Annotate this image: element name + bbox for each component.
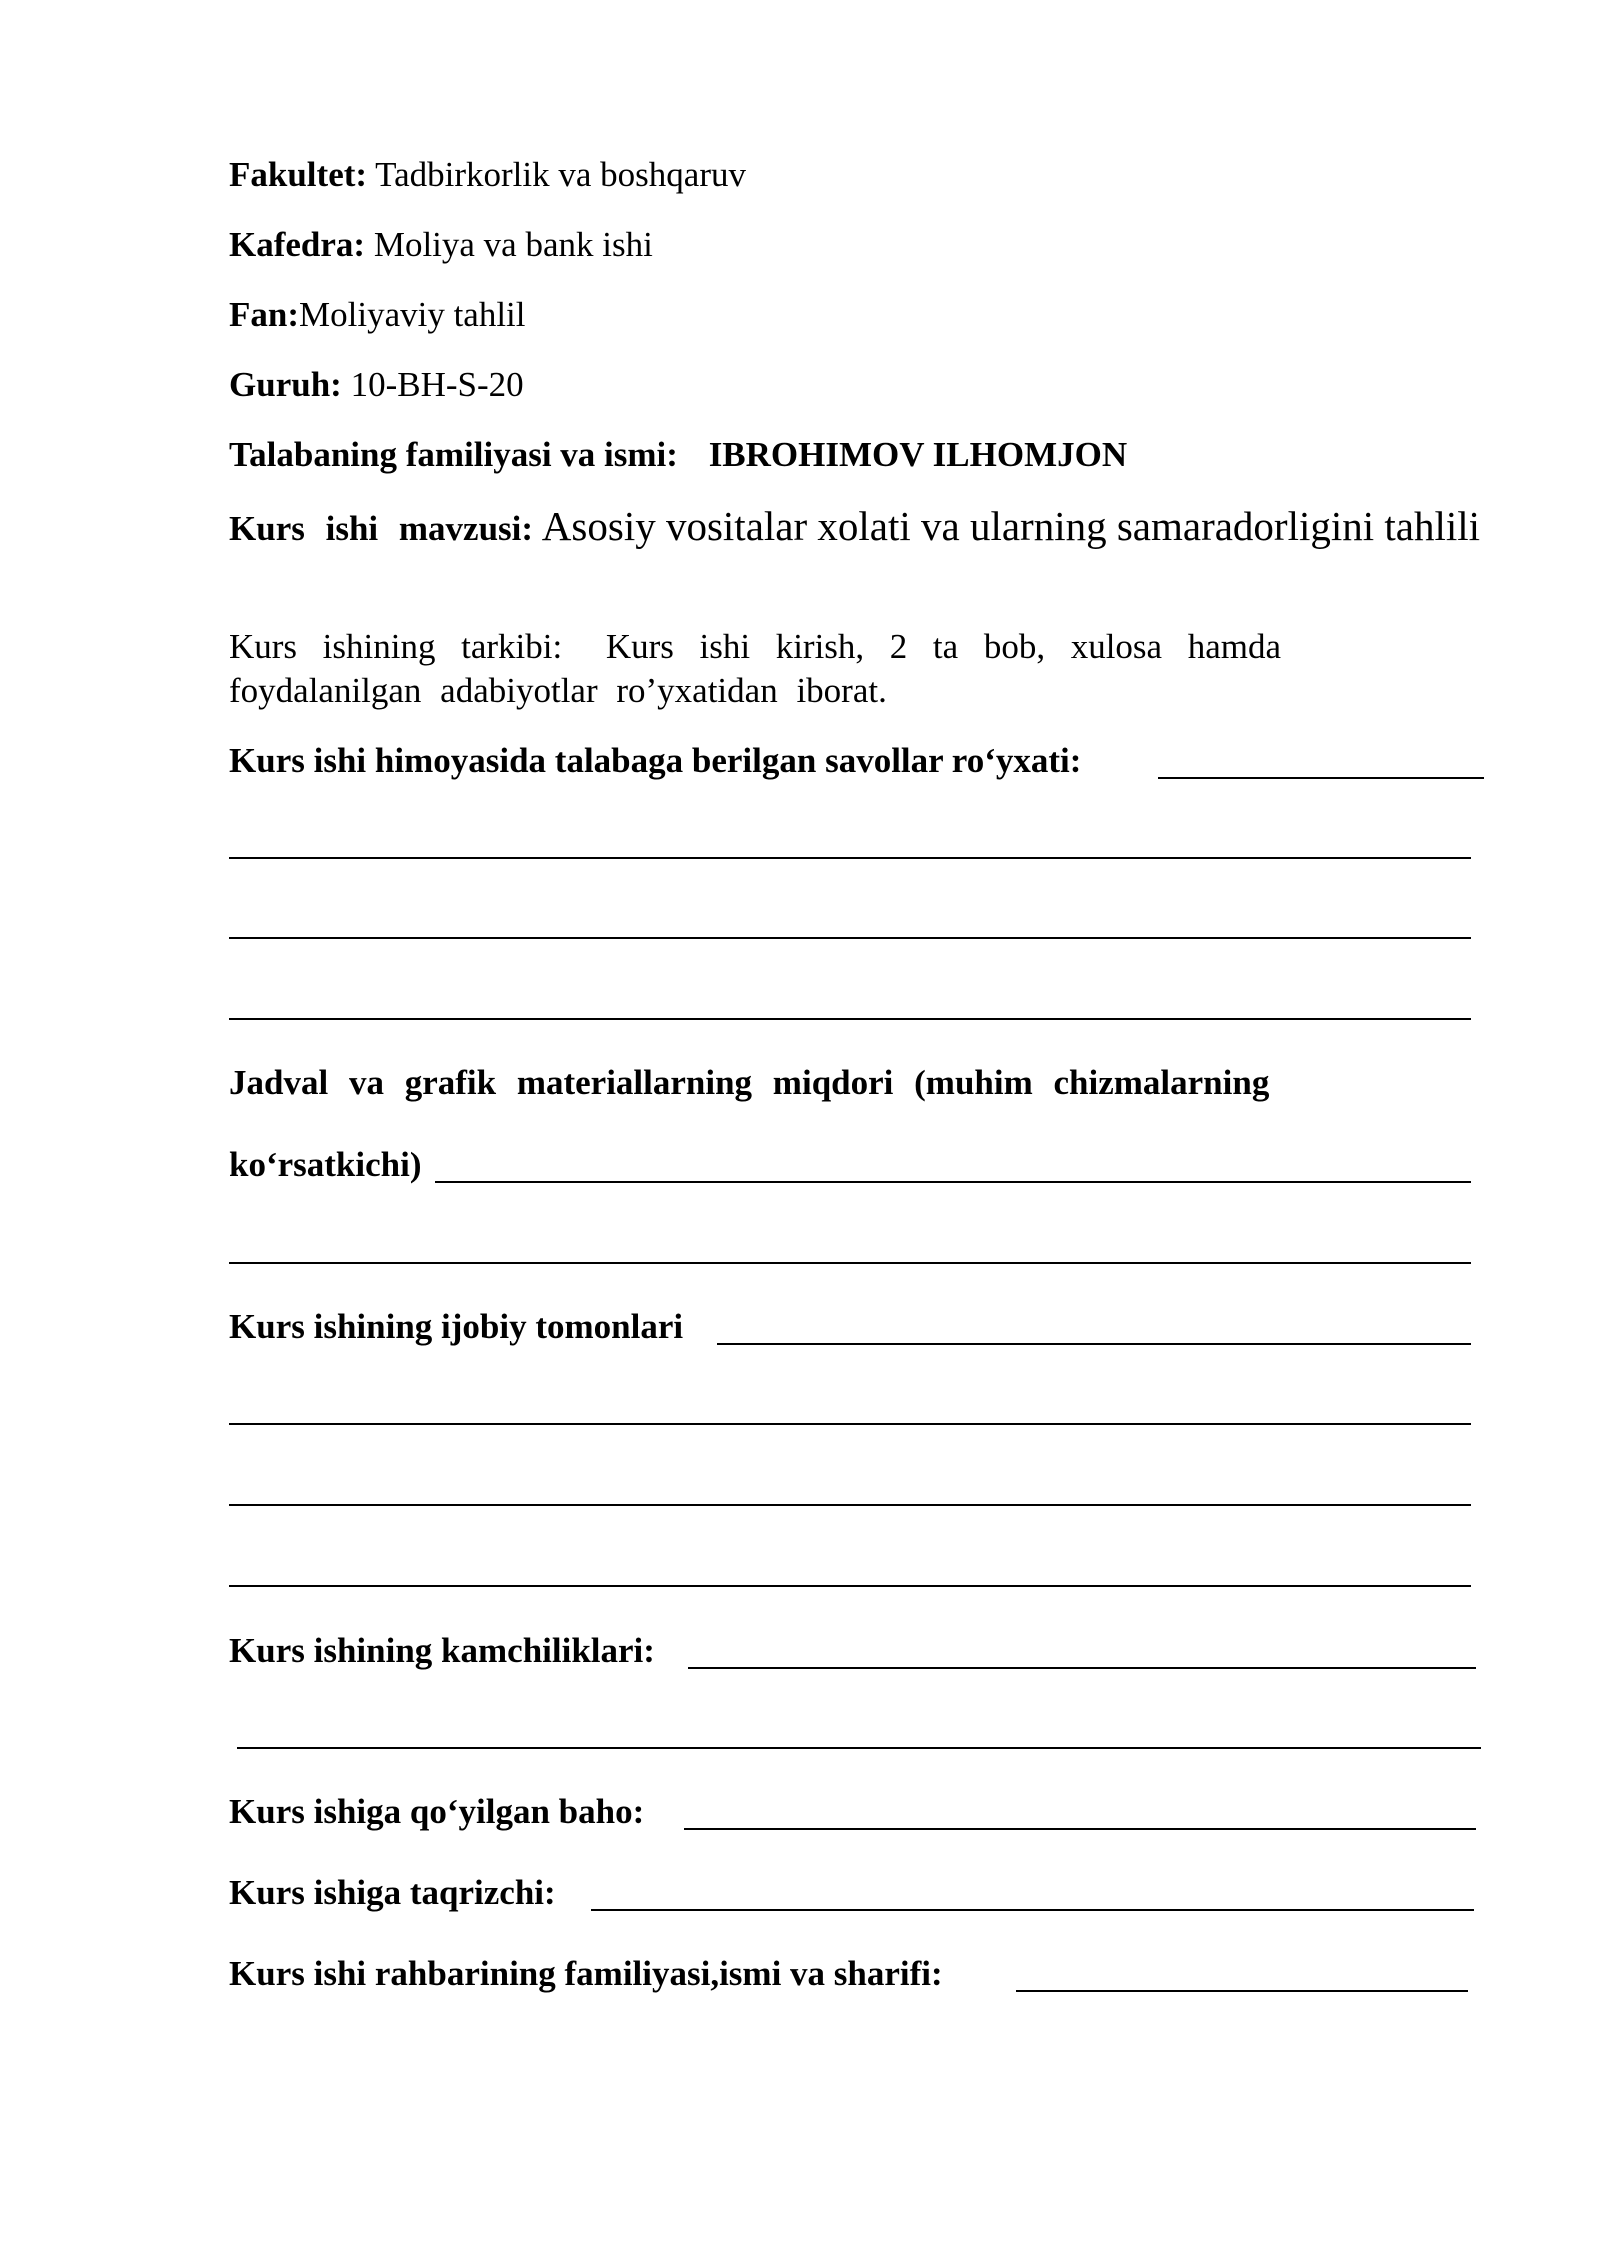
reviewer-underline[interactable] [591, 1909, 1474, 1911]
group-label: Guruh: [229, 365, 342, 404]
tables-label-line1: Jadval va grafik materiallarning miqdori (muhim chizmalarning [229, 1063, 1270, 1102]
faculty-label: Fakultet: [229, 155, 368, 194]
questions-label: Kurs ishi himoyasida talabaga berilgan savollar ro‘yxati: [229, 741, 1082, 780]
questions-underline[interactable] [1158, 777, 1484, 779]
positives-blank-line-2[interactable] [229, 1504, 1471, 1506]
shortcomings-underline[interactable] [688, 1667, 1476, 1669]
content-label: Kurs ishining tarkibi: [229, 627, 563, 666]
reviewer-label: Kurs ishiga taqrizchi: [229, 1873, 556, 1912]
questions-blank-line-2[interactable] [229, 937, 1471, 939]
department-value: Moliya va bank ishi [373, 225, 653, 264]
supervisor-underline[interactable] [1016, 1990, 1468, 1992]
student-label: Talabaning familiyasi va ismi: [229, 435, 678, 474]
questions-blank-line-3[interactable] [229, 1018, 1471, 1020]
subject-value: Moliyaviy tahlil [299, 295, 526, 334]
student-line [229, 433, 1127, 477]
positives-underline[interactable] [717, 1343, 1471, 1345]
tables-label-line2: ko‘rsatkichi) [229, 1145, 422, 1184]
faculty-value: Tadbirkorlik va boshqaruv [375, 155, 746, 194]
positives-blank-line-1[interactable] [229, 1423, 1471, 1425]
grade-underline[interactable] [684, 1828, 1476, 1830]
topic-block [229, 502, 1485, 553]
positives-blank-line-3[interactable] [229, 1585, 1471, 1587]
shortcomings-blank-line[interactable] [237, 1747, 1481, 1749]
content-block [229, 625, 1281, 713]
topic-value: Asosiy vositalar xolati va ularning samaradorligini tahlili [541, 503, 1481, 549]
subject-line [229, 293, 526, 337]
topic-label: Kurs ishi mavzusi: [229, 509, 534, 548]
subject-label: Fan: [229, 295, 299, 334]
supervisor-label: Kurs ishi rahbarining familiyasi,ismi va sharifi: [229, 1954, 943, 1993]
student-value: IBROHIMOV ILHOMJON [708, 435, 1128, 474]
document-page [229, 0, 1485, 2262]
group-value: 10-BH-S-20 [350, 365, 524, 404]
questions-blank-line-1[interactable] [229, 857, 1471, 859]
faculty-line [229, 153, 746, 197]
department-line [229, 223, 653, 267]
grade-label: Kurs ishiga qo‘yilgan baho: [229, 1792, 645, 1831]
group-line [229, 363, 524, 407]
content-value: Kurs ishi kirish, 2 ta bob, xulosa hamda foydalanilgan adabiyotlar ro’yxatidan iborat. [229, 627, 1282, 710]
tables-blank-line[interactable] [229, 1262, 1471, 1264]
tables-underline[interactable] [435, 1181, 1471, 1183]
department-label: Kafedra: [229, 225, 366, 264]
positives-label: Kurs ishining ijobiy tomonlari [229, 1307, 684, 1346]
shortcomings-label: Kurs ishining kamchiliklari: [229, 1631, 655, 1670]
